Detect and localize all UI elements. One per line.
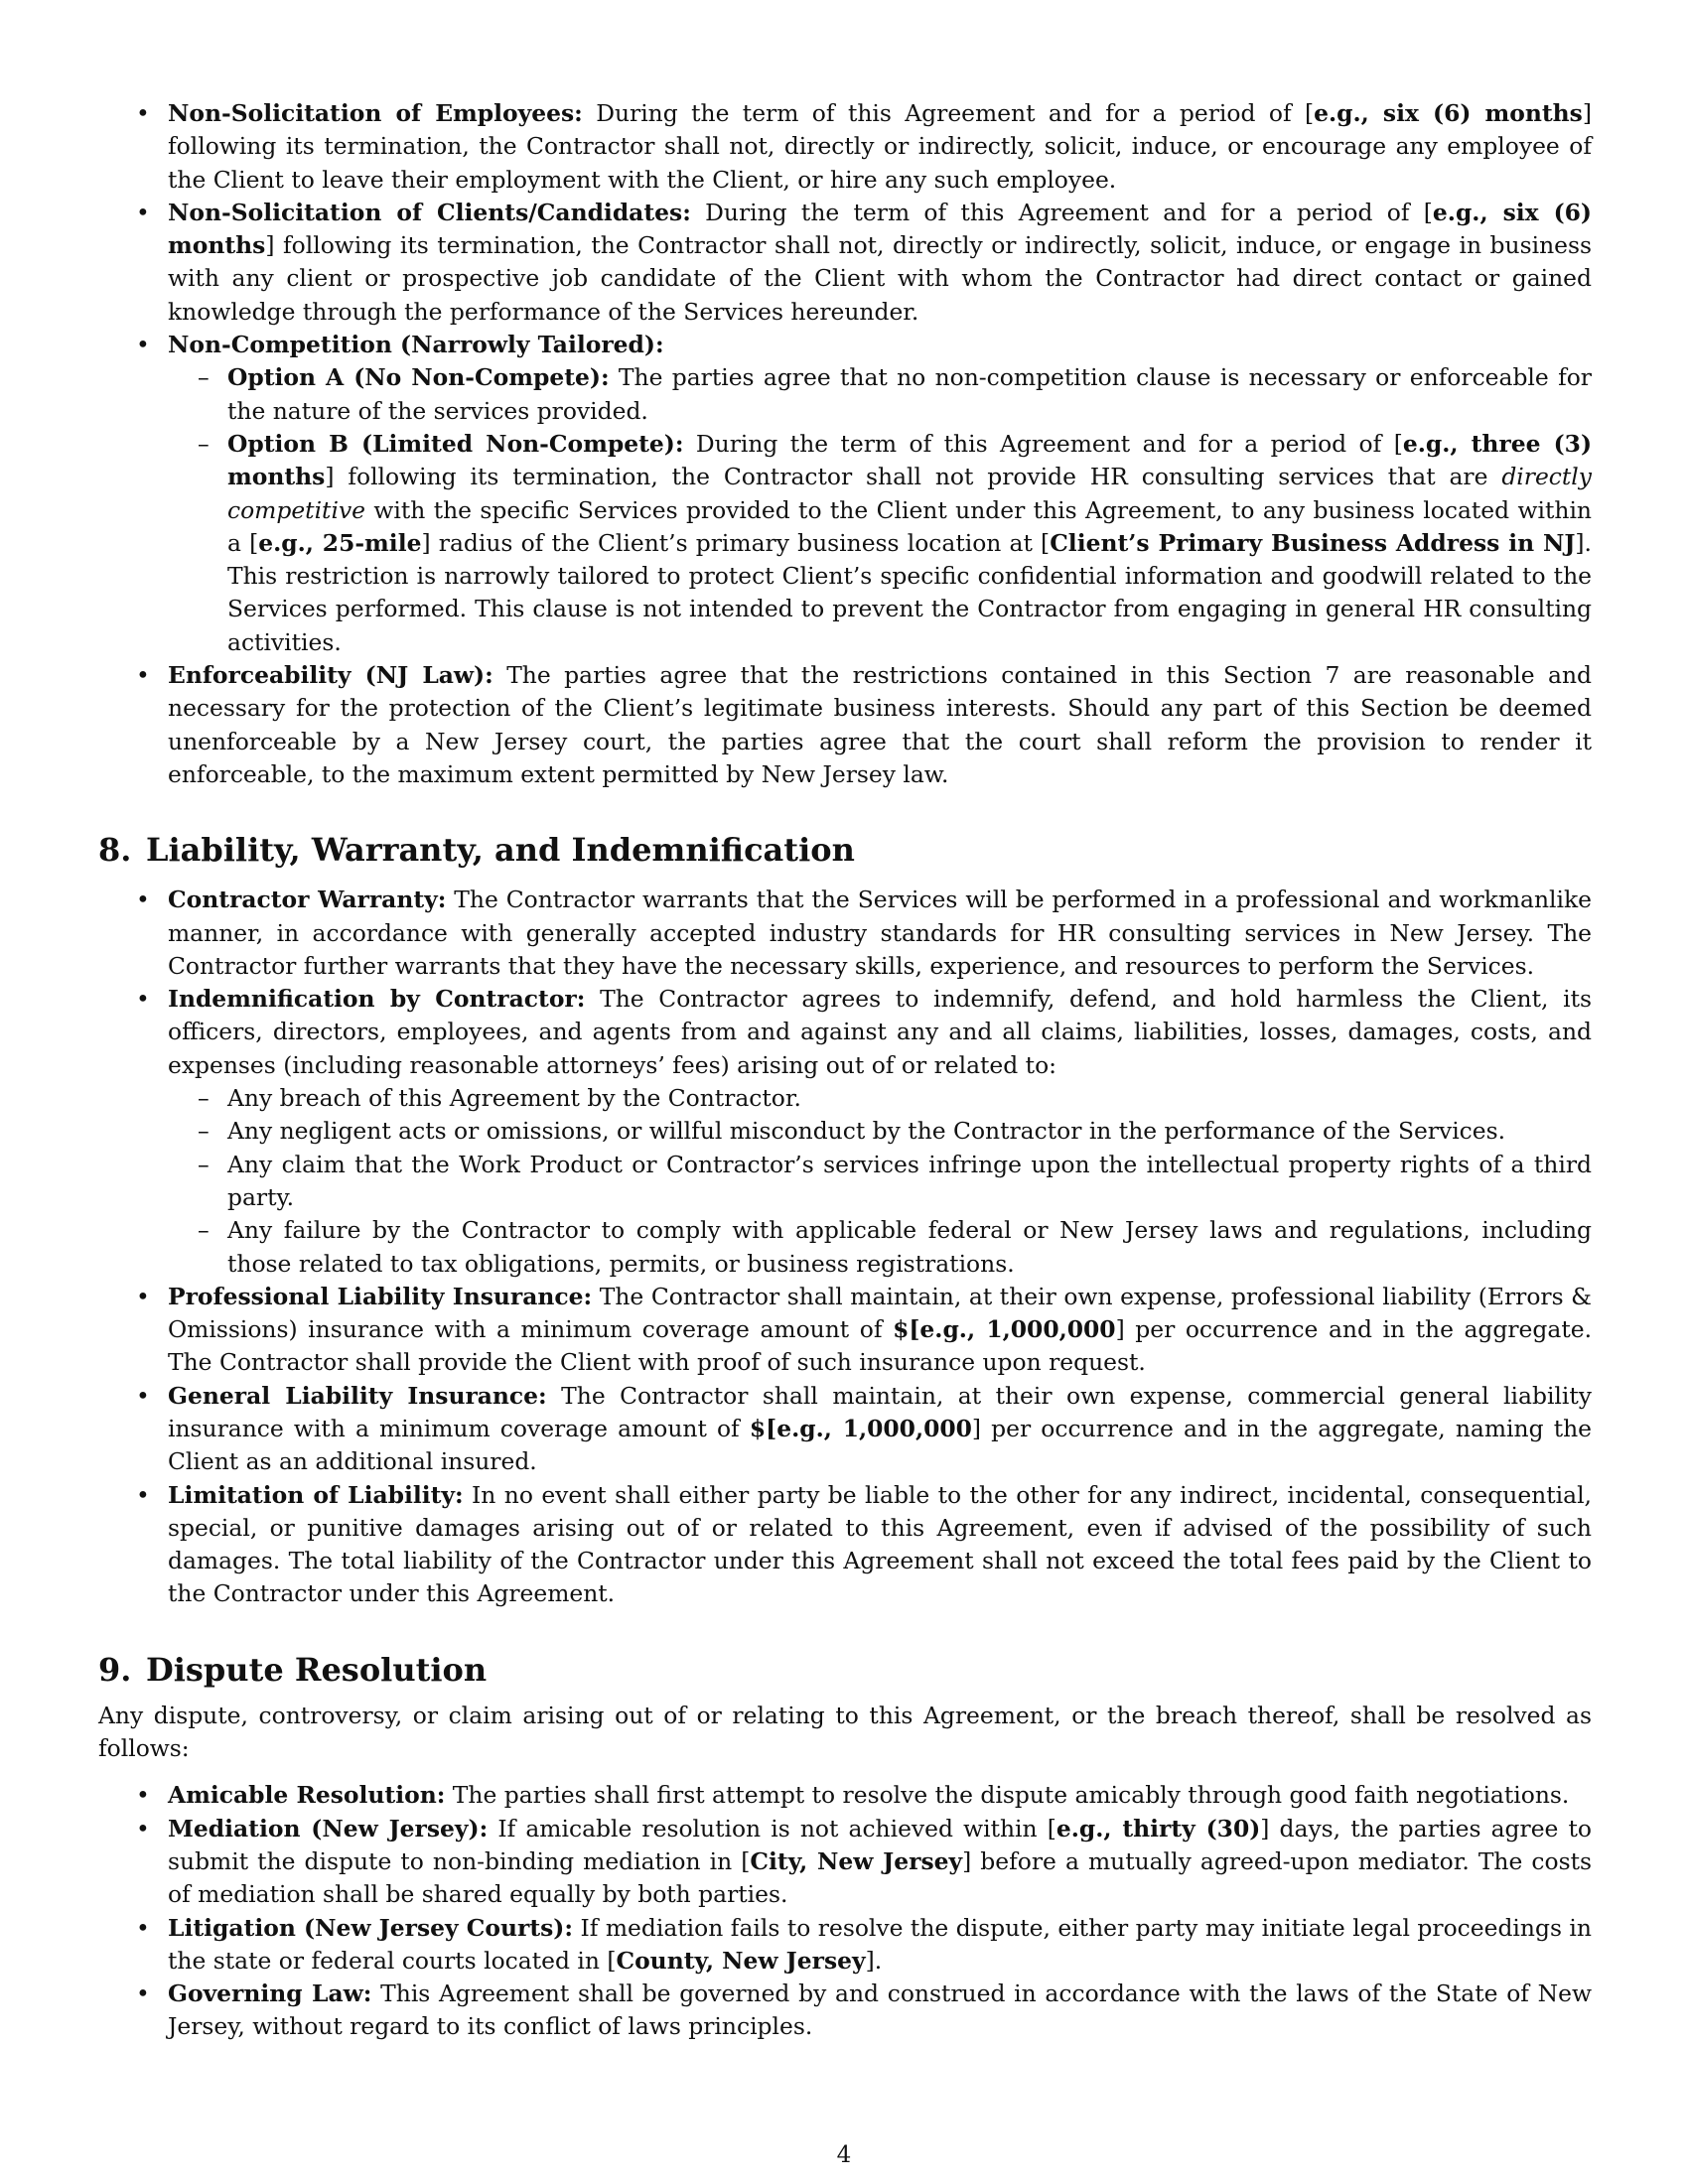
option-a-item: – Option A (No Non-Compete): The parties agree that no non-competition clause is necessary or enforceable for the nature of the services provided. — [168, 361, 1592, 428]
section-9-heading: 9. Dispute Resolution — [98, 1650, 488, 1689]
limitation-of-liability-item: • Limitation of Liability: In no event shall either party be liable to the other for any indirect, incidental, consequential, special, or punitive damages arising out of or related to this Agreement, even if advised of the possibility of such damages. The total liability of the Contractor under this Agreement shall not exceed the total fees paid by the Client to the Contractor under this Agreement. — [98, 1479, 1592, 1611]
indemnification-subitem: – Any breach of this Agreement by the Contractor. — [168, 1082, 1592, 1115]
indemnification-item: • Indemnification by Contractor: The Contractor agrees to indemnify, defend, and hold harmless the Client, its officers, directors, employees, and agents from and against any and all claims, liabilities, losses, damages, costs, and expenses (including reasonable attorneys’ fees) arising out of or related to: – Any breach of this Agreement by the Contractor. – Any negligent acts or omissions, or willful misconduct by the Contractor in the performance of the Services. – Any claim that the Work Product or Contractor’s services infringe upon the intellectual property rights of a third party. – Any failure by the Contractor to comply with applicable federal or New Jersey laws and regulations, including those related to tax obligations, permits, or business registrations. — [98, 983, 1592, 1281]
litigation-item: • Litigation (New Jersey Courts): If mediation fails to resolve the dispute, either party may initiate legal proceedings in the state or federal courts located in [County, New Jersey]. — [98, 1912, 1592, 1979]
non-solicitation-employees-item: • Non-Solicitation of Employees: During the term of this Agreement and for a period of [e.g., six (6) months] following its termination, the Contractor shall not, directly or indirectly, solicit, induce, or encourage any employee of the Client to leave their employment with the Client, or hire any such employee. — [98, 97, 1592, 197]
enforceability-item: • Enforceability (NJ Law): The parties agree that the restrictions contained in this Section 7 are reasonable and necessary for the protection of the Client’s legitimate business interests. Should any part of this Section be deemed unenforceable by a New Jersey court, the parties agree that the court shall reform the provision to render it enforceable, to the maximum extent permitted by New Jersey law. — [98, 659, 1592, 791]
non-solicitation-clients-item: • Non-Solicitation of Clients/Candidates: During the term of this Agreement and for a period of [e.g., six (6) months] following its termination, the Contractor shall not, directly or indirectly, solicit, induce, or engage in business with any client or prospective job candidate of the Client with whom the Contractor had direct contact or gained knowledge through the performance of the Services hereunder. — [98, 197, 1592, 329]
option-b-item: – Option B (Limited Non-Compete): During the term of this Agreement and for a period of [e.g., three (3) months] following its termination, the Contractor shall not provide HR consulting services that are directly competitive with the specific Services provided to the Client under this Agreement, to any business located within a [e.g., 25-mile] radius of the Client’s primary business location at [Client’s Primary Business Address in NJ]. This restriction is narrowly tailored to protect Client’s specific confidential information and goodwill related to the Services performed. This clause is not intended to prevent the Contractor from engaging in general HR consulting activities. — [168, 428, 1592, 659]
amicable-resolution-item: • Amicable Resolution: The parties shall first attempt to resolve the dispute amicably through good faith negotiations. — [98, 1779, 1592, 1812]
non-competition-options — [168, 361, 1592, 659]
non-competition-item: • Non-Competition (Narrowly Tailored): – Option A (No Non-Compete): The parties agree that no non-competition clause is necessary or enforceable for the nature of the services provided. – Option B (Limited Non-Compete): During the term of this Agreement and for a period of [e.g., three (3) months] following its termination, the Contractor shall not provide HR consulting services that are directly competitive with the specific Services provided to the Client under this Agreement, to any business located within a [e.g., 25-mile] radius of the Client’s primary business location at [Client’s Primary Business Address in NJ]. This restriction is narrowly tailored to protect Client’s specific confidential information and goodwill related to the Services performed. This clause is not intended to prevent the Contractor from engaging in general HR consulting activities. — [98, 329, 1592, 659]
professional-liability-item: • Professional Liability Insurance: The Contractor shall maintain, at their own expense, professional liability (Errors & Omissions) insurance with a minimum coverage amount of $[e.g., 1,000,000] per occurrence and in the aggregate. The Contractor shall provide the Client with proof of such insurance upon request. — [98, 1281, 1592, 1380]
general-liability-item: • General Liability Insurance: The Contractor shall maintain, at their own expense, commercial general liability insurance with a minimum coverage amount of $[e.g., 1,000,000] per occurrence and in the aggregate, naming the Client as an additional insured. — [98, 1380, 1592, 1479]
section-9-intro: Any dispute, controversy, or claim arising out of or relating to this Agreement, or the breach thereof, shall be resolved as follows: — [98, 1701, 1592, 1763]
indemnification-subitem: – Any claim that the Work Product or Contractor’s services infringe upon the intellectual property rights of a third party. — [168, 1149, 1592, 1215]
indemnification-subitem: – Any failure by the Contractor to comply with applicable federal or New Jersey laws and regulations, including those related to tax obligations, permits, or business registrations. — [168, 1214, 1592, 1281]
mediation-item: • Mediation (New Jersey): If amicable resolution is not achieved within [e.g., thirty (30)] days, the parties agree to submit the dispute to non-binding mediation in [City, New Jersey] before a mutually agreed-upon mediator. The costs of mediation shall be shared equally by both parties. — [98, 1813, 1592, 1912]
section-8-list — [98, 884, 1592, 1611]
governing-law-item: • Governing Law: This Agreement shall be governed by and construed in accordance with the laws of the State of New Jersey, without regard to its conflict of laws principles. — [98, 1978, 1592, 2044]
page-number: 4 — [836, 2142, 852, 2168]
contractor-warranty-item: • Contractor Warranty: The Contractor warrants that the Services will be performed in a professional and workmanlike manner, in accordance with generally accepted industry standards for HR consulting services in New Jersey. The Contractor further warrants that they have the necessary skills, experience, and resources to perform the Services. — [98, 884, 1592, 983]
indemnification-subitem: – Any negligent acts or omissions, or willful misconduct by the Contractor in the performance of the Services. — [168, 1115, 1592, 1148]
section-8-heading: 8. Liability, Warranty, and Indemnification — [98, 831, 855, 870]
section-9-list — [98, 1779, 1592, 2043]
indemnification-sublist — [168, 1082, 1592, 1281]
section-7-list — [98, 97, 1592, 791]
document-page — [98, 97, 1592, 2044]
